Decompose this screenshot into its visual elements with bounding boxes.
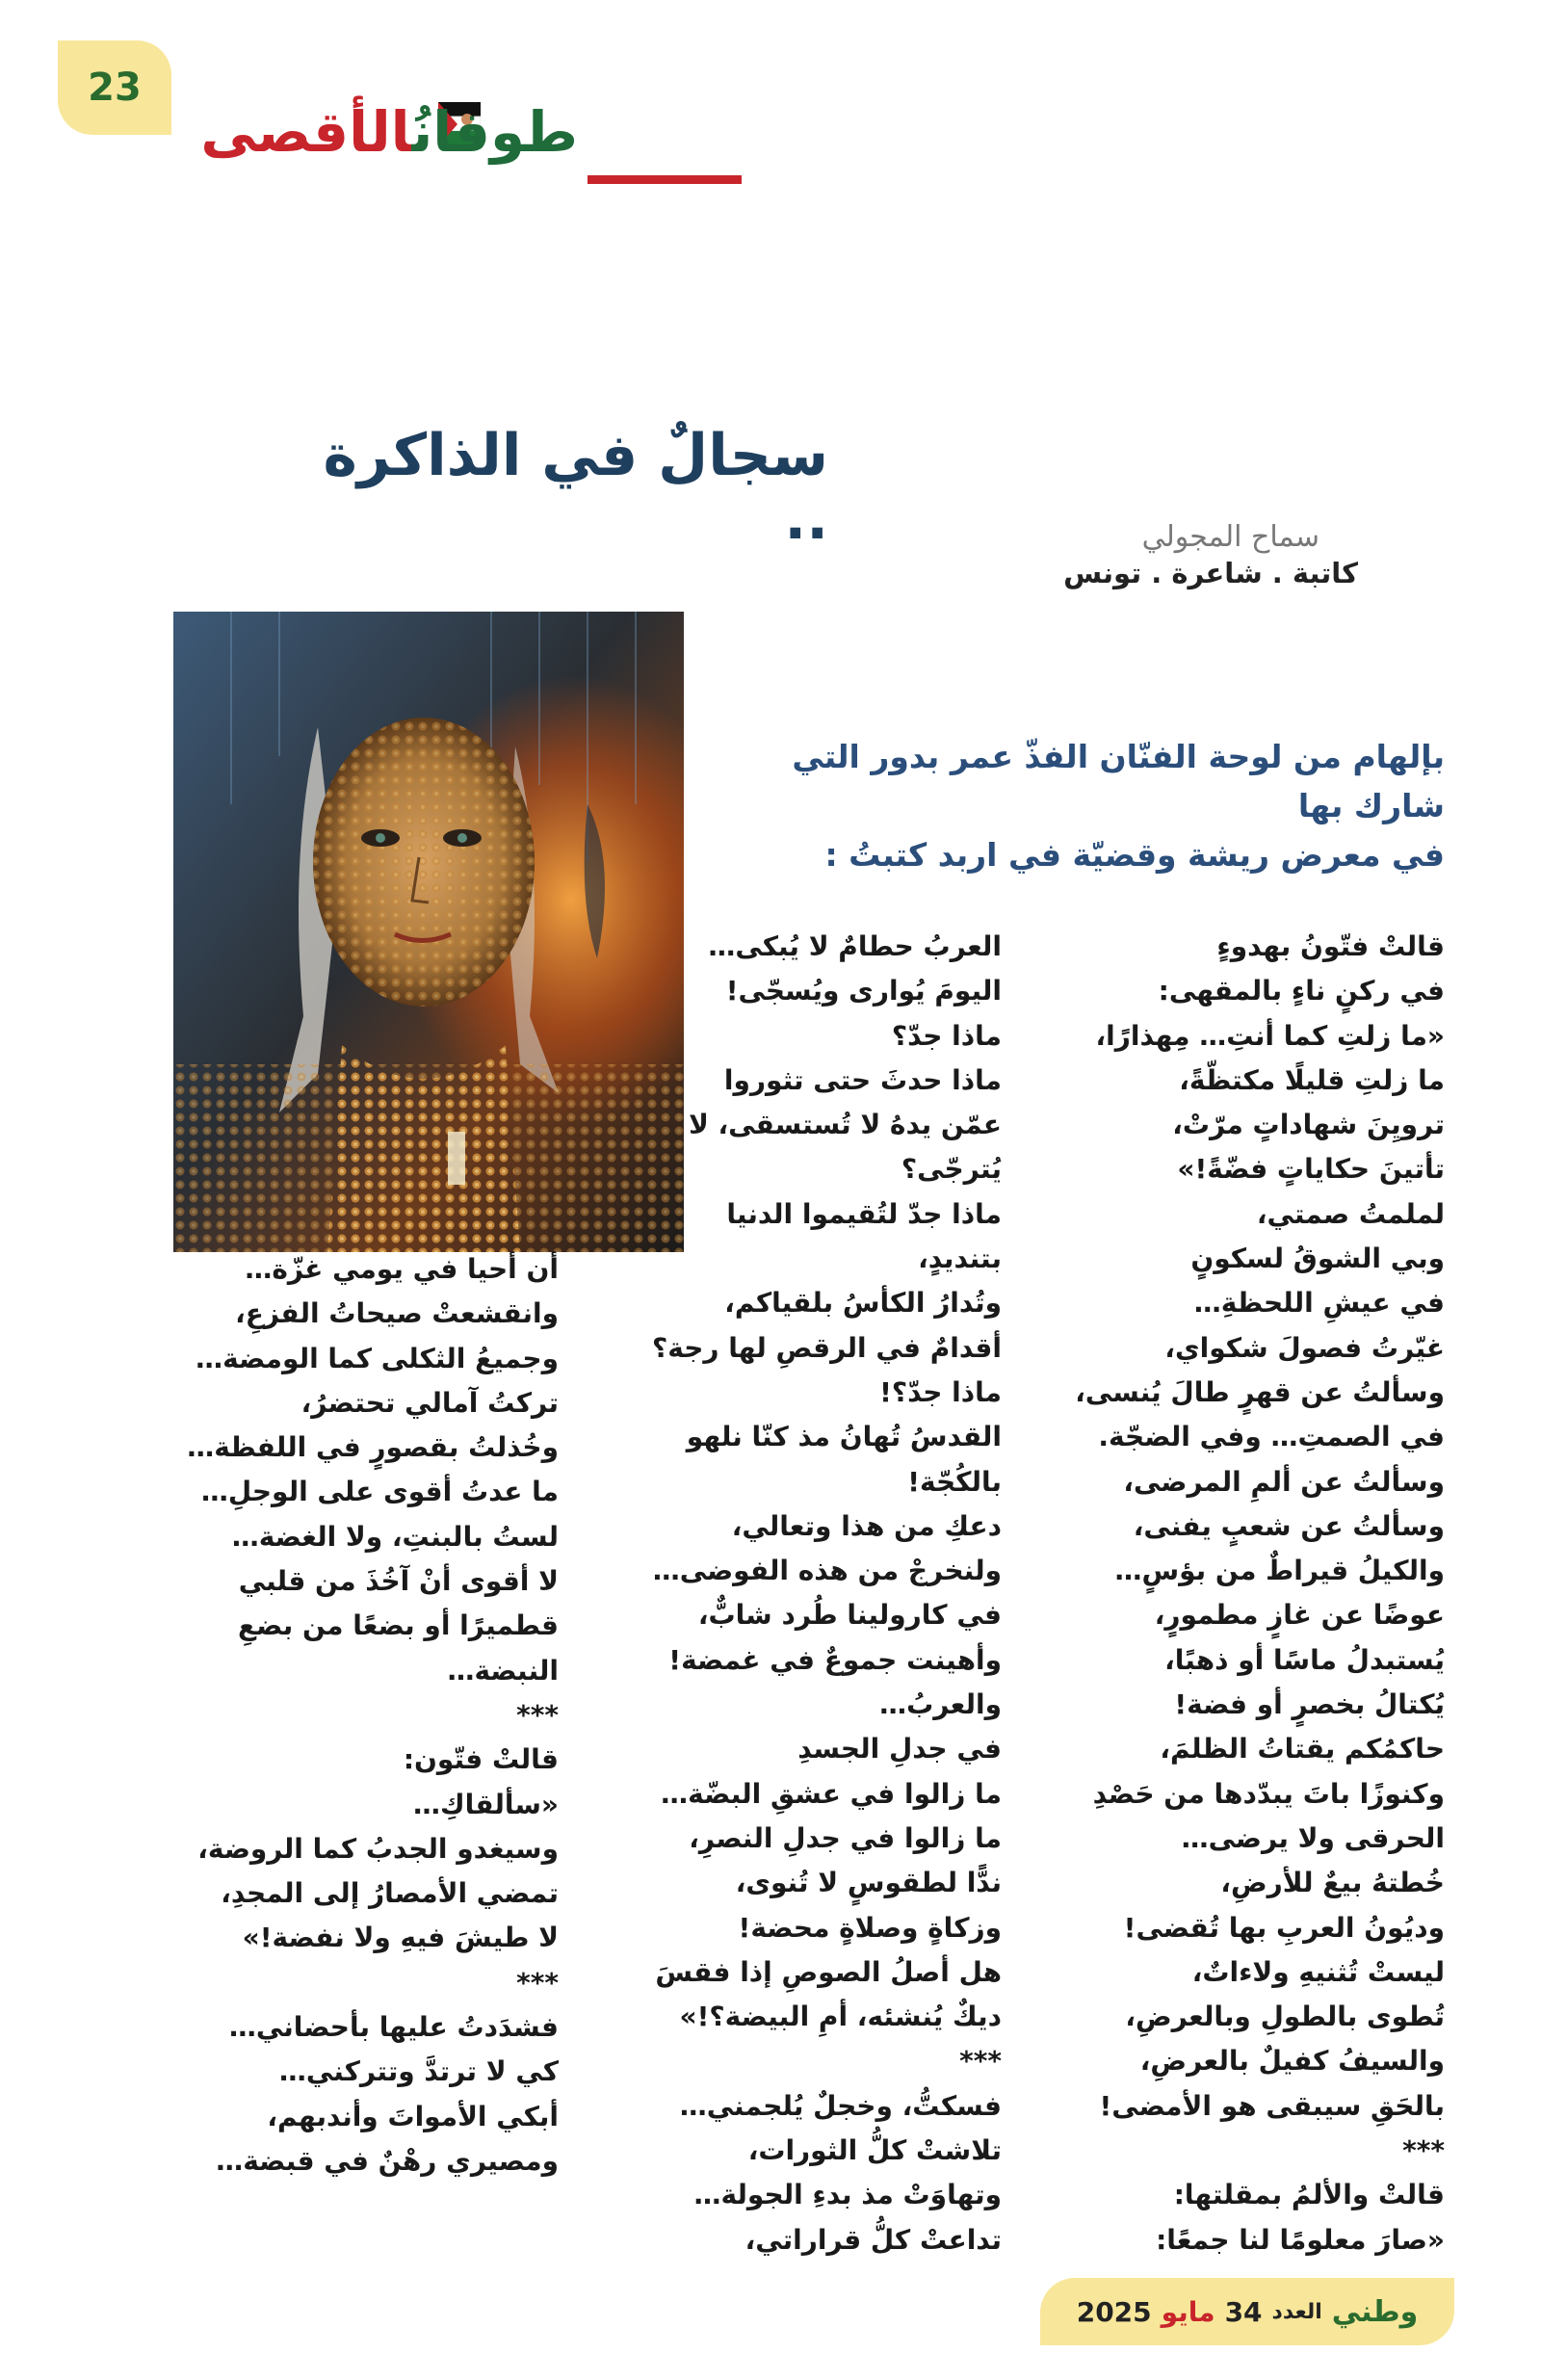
poem-line: تلاشتْ كلُّ الثورات، xyxy=(747,2134,1002,2167)
poem-line: ومصيري رهْنٌ في قبضة… xyxy=(216,2144,559,2177)
poem-line: وأهينت جموعٌ في غمضة! xyxy=(668,1643,1002,1676)
poem-line: والكيلُ قيراطٌ من بؤسٍ… xyxy=(1114,1555,1445,1587)
poem-line: كي لا ترتدَّ وتتركني… xyxy=(278,2055,559,2088)
poem-line: اليومَ يُوارى ويُسجّى! xyxy=(725,975,1002,1007)
poem-line: ليستْ تُثنيهِ ولاءاتٌ، xyxy=(1191,1955,1445,1988)
poem-line: ماذا جدّ؟ xyxy=(891,1019,1002,1052)
poem-line: ترويِنَ شهاداتٍ مرّتْ، xyxy=(1172,1109,1445,1141)
poem-line: وسألتُ عن شعبٍ يفنى، xyxy=(1133,1509,1445,1542)
poem-line: أقدامٌ في الرقصِ لها رجة؟ xyxy=(652,1331,1002,1364)
poem-line: «سألقاكِ… xyxy=(413,1788,559,1820)
poem-line: تأتينَ حكاياتٍ فضّةً!» xyxy=(1177,1153,1445,1186)
author-role: كاتبة . شاعرة . تونس xyxy=(1063,557,1358,589)
poem-line: خُطتهُ بيعٌ للأرضِ، xyxy=(1220,1867,1445,1899)
poem-line: في ركنٍ ناءٍ بالمقهى: xyxy=(1158,975,1445,1007)
poem-line: تداعتْ كلُّ قراراتي، xyxy=(744,2223,1002,2256)
poem-line: ما عدتُ أقوى على الوجلِ… xyxy=(200,1476,559,1508)
poem-column-right xyxy=(1069,925,1445,2262)
poem-line: يُستبدلُ ماسًا أو ذهبًا، xyxy=(1164,1643,1445,1676)
author-name: سماح المجولي xyxy=(1141,520,1319,554)
poem-line: وجميعُ الثكلى كما الومضة… xyxy=(196,1342,559,1374)
poem-line: عمّن يدهُ لا تُستسقى، لا xyxy=(688,1109,1002,1141)
poem-line: يُترجّى؟ xyxy=(901,1153,1002,1186)
poem-line: لا أقوى أنْ آخُذَ من قلبي xyxy=(238,1565,559,1598)
poem-line: وديُونُ العربِ بها تُقضى! xyxy=(1123,1911,1445,1944)
brand-part2: الأقصى xyxy=(200,99,412,165)
painting-image xyxy=(173,612,684,1252)
intro-paragraph xyxy=(713,732,1445,879)
brand-part1: طوفانُ xyxy=(411,99,578,165)
poem-line: ماذا جدّ لتُقيموا الدنيا xyxy=(726,1197,1002,1230)
poem-line: وسألتُ عن قهرٍ طالَ يُنسى، xyxy=(1075,1375,1445,1408)
poem-line: بالكُجّة! xyxy=(907,1465,1002,1498)
poem-line: والعربُ… xyxy=(879,1688,1002,1721)
poem-line: *** xyxy=(516,1966,559,1999)
poem-line: وتهاوَتْ مذ بدءِ الجولة… xyxy=(693,2179,1002,2211)
poem-line: تمضي الأمصارُ إلى المجدِ، xyxy=(221,1877,559,1910)
poem-line: قالتْ فتّونُ بهدوءٍ xyxy=(1216,930,1445,962)
poem-line: في جدلِ الجسدِ xyxy=(797,1733,1002,1765)
poem-line: في عيشِ اللحظةِ… xyxy=(1193,1287,1445,1320)
poem-line: بالحَقِ سيبقى هو الأمضى! xyxy=(1099,2089,1445,2122)
footer-year: 2025 xyxy=(1076,2295,1152,2328)
poem-line: غيّرتُ فصولَ شكواي، xyxy=(1164,1331,1445,1364)
poem-line: وسيغدو الجدبُ كما الروضة، xyxy=(197,1832,559,1865)
poem-line: لملمتُ صمتي، xyxy=(1256,1197,1445,1230)
brand-logo xyxy=(200,96,756,202)
poem-line: في كارولينا طُرد شابٌّ، xyxy=(697,1599,1002,1632)
poem-line: وانقشعتْ صيحاتُ الفزعِ، xyxy=(235,1297,559,1330)
poem-line: دعكِ من هذا وتعالي، xyxy=(731,1509,1002,1542)
poem-line: *** xyxy=(959,2045,1002,2078)
page-number: 23 xyxy=(88,65,142,110)
poem-line: «ما زلتِ كما أنتِ… مِهذارًا، xyxy=(1095,1019,1445,1052)
poem-line: حاكمُكم يقتاتُ الظلمَ، xyxy=(1160,1733,1445,1765)
footer-issue-label: العدد xyxy=(1271,2299,1322,2324)
poem-column-middle xyxy=(652,925,1002,2262)
poem-line: القدسُ تُهانُ مذ كنّا نلهو xyxy=(686,1421,1002,1453)
poem-line: تركتُ آمالي تحتضرُ، xyxy=(300,1386,559,1419)
poem-line: «صارَ معلومًا لنا جمعًا: xyxy=(1156,2223,1445,2256)
poem-line: أن أحيا في يومي غزّة… xyxy=(245,1253,559,1285)
brand-wordmark xyxy=(200,99,578,165)
poem-line: قالتْ والألمُ بمقلتها: xyxy=(1173,2179,1445,2211)
poem-line: وتُدارُ الكأسُ بلقياكم، xyxy=(724,1287,1002,1320)
footer-issue-number: 34 xyxy=(1224,2295,1263,2328)
poem-line: وخُذلتُ بقصورٍ في اللفظة… xyxy=(187,1431,559,1464)
footer-month: مايو xyxy=(1161,2295,1215,2328)
poem-column-left xyxy=(187,1247,559,2184)
poem-line: ما زالوا في جدلِ النصرِ، xyxy=(689,1821,1002,1854)
poem-line: النبضة… xyxy=(447,1654,559,1687)
brand-red-line xyxy=(588,175,742,184)
poem-line: فشدَدتُ عليها بأحضاني… xyxy=(228,2011,559,2044)
poem-line: بتنديدٍ، xyxy=(918,1242,1002,1275)
intro-line: في معرض ريشة وقضيّة في اربد كتبتُ : xyxy=(824,836,1445,875)
poem-line: وسألتُ عن ألمِ المرضى، xyxy=(1123,1465,1445,1498)
poem-line: يُكتالُ بخصرٍ أو فضة! xyxy=(1174,1688,1445,1721)
footer-issue-badge xyxy=(1040,2278,1454,2345)
poem-line: والسيفُ كفيلٌ بالعرضِ، xyxy=(1139,2045,1445,2078)
poem-line: عوضًا عن غازٍ مطمورٍ، xyxy=(1154,1599,1445,1632)
article-title: سجالٌ في الذاكرة .. xyxy=(323,422,828,553)
poem-line: لستُ بالبنتِ، ولا الغضة… xyxy=(231,1520,559,1553)
poem-line: في الصمتِ… وفي الضجّة. xyxy=(1098,1421,1445,1453)
footer-magazine-name: وطني xyxy=(1331,2294,1419,2329)
poem-line: فسكتُّ، وخجلٌ يُلجمني… xyxy=(679,2089,1002,2122)
poem-line: ماذا حدثَ حتى تثوروا xyxy=(723,1063,1002,1096)
poem-line: ما زالوا في عشقِ البضّة… xyxy=(661,1777,1002,1810)
poem-line: وزكاةٍ وصلاةٍ محضة! xyxy=(738,1911,1002,1944)
poem-line: وبي الشوقُ لسكونٍ xyxy=(1190,1242,1445,1275)
poem-line: ماذا جدّ؟! xyxy=(879,1375,1002,1408)
poem-line: ما زلتِ قليلًا مكتظّةً، xyxy=(1179,1063,1445,1096)
poem-line: قالتْ فتّون: xyxy=(403,1743,559,1776)
poem-line: لا طيشَ فيهِ ولا نفضة!» xyxy=(242,1922,559,1954)
intro-line: بإلهام من لوحة الفنّان الفذّ عمر بدور التي شارك بها xyxy=(792,738,1445,825)
poem-line: العربُ حطامٌ لا يُبكى… xyxy=(708,930,1002,962)
poem-line: ندًّا لطقوسٍ لا تُنوى، xyxy=(735,1867,1002,1899)
poem-line: تُطوى بالطولِ وبالعرضِ، xyxy=(1125,2001,1445,2033)
poem-line: ديكٌ يُنشئه، أمِ البيضة؟!» xyxy=(679,2001,1002,2033)
poem-line: *** xyxy=(1402,2134,1445,2167)
poem-line: هل أصلُ الصوصِ إذا فقسَ xyxy=(655,1955,1002,1988)
page-number-badge xyxy=(58,40,171,135)
poem-line: قطميرًا أو بضعًا من بضعِ xyxy=(237,1609,559,1642)
poem-line: أبكي الأمواتَ وأندبهم، xyxy=(267,2100,559,2132)
poem-line: وكنوزًا باتَ يبدّدها من حَصْدِ xyxy=(1092,1777,1445,1810)
poem-line: ولنخرجْ من هذه الفوضى… xyxy=(652,1555,1002,1587)
poem-line: الحرقى ولا يرضى… xyxy=(1181,1821,1445,1854)
poem-line: *** xyxy=(516,1698,559,1731)
